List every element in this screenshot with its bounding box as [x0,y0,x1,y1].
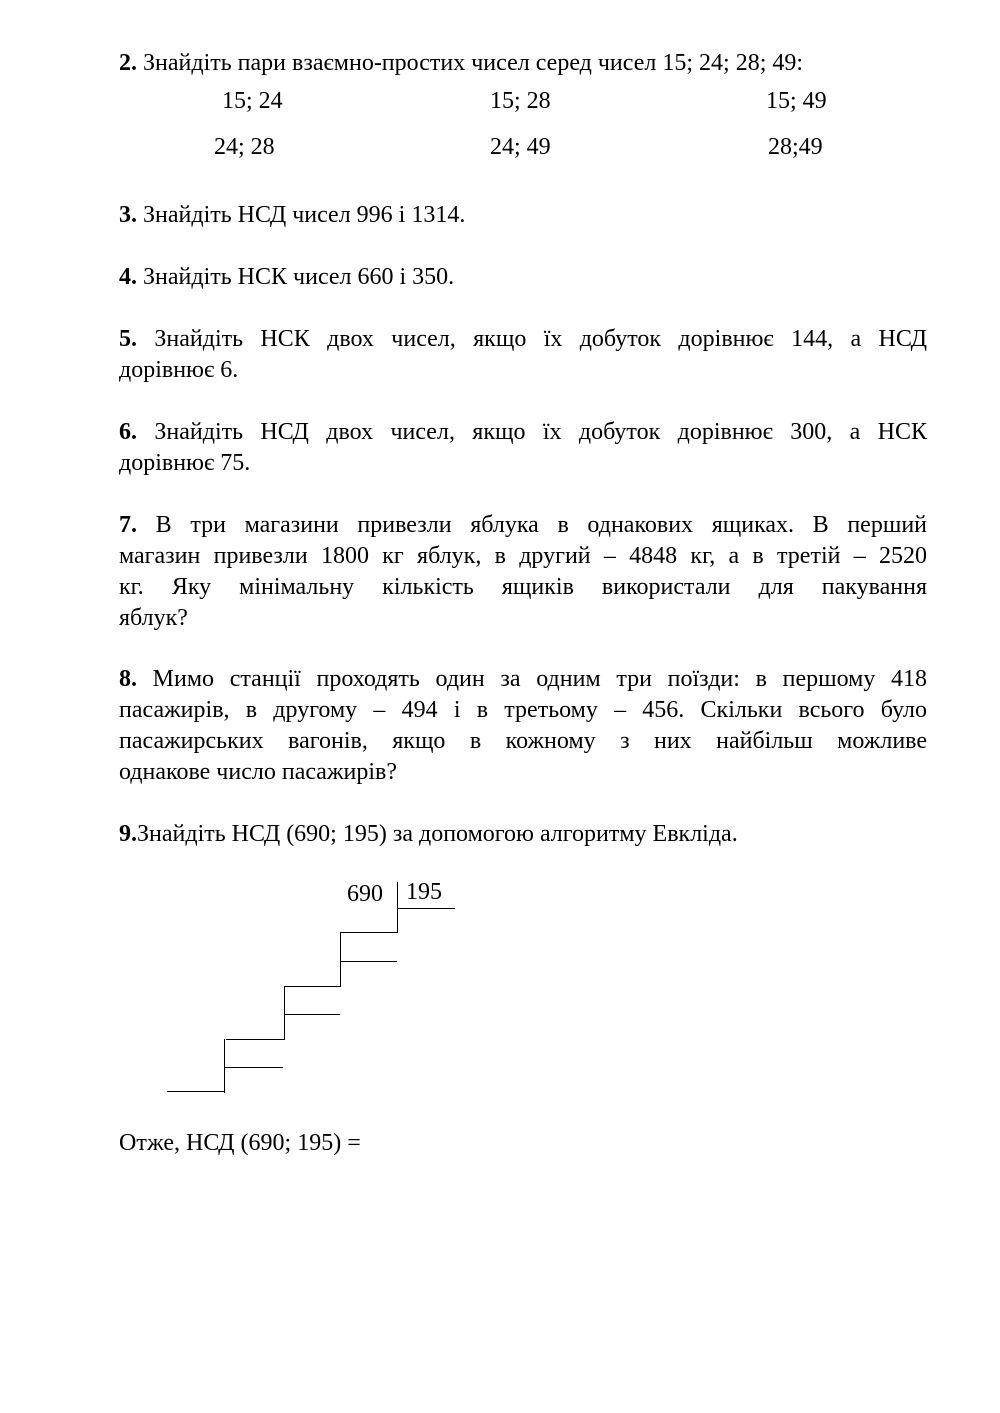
task-6-number: 6. [119,419,137,445]
task-7-line-4: яблук? [119,605,188,631]
euclid-divider-3 [284,986,285,1040]
task-8-line-4: однакове число пасажирів? [119,759,398,785]
task-7-text-1: В три магазини привезли яблука в однакових ящиках. В перший [137,512,927,538]
euclid-step-line-7 [167,1091,225,1092]
task-7-line-2: магазин привезли 1800 кг яблук, в другий – 4848 кг, а в третій – 2520 [119,543,927,569]
euclid-divider-1 [397,882,398,932]
task-3-number: 3. [119,202,137,228]
task-8-number: 8. [119,666,137,692]
task-5-line-2: дорівнює 6. [119,357,239,383]
pair-option-4[interactable]: 24; 28 [214,134,275,160]
task-9-conclusion: Отже, НСД (690; 195) = [119,1130,361,1156]
pair-option-3[interactable]: 15; 49 [766,88,827,114]
euclid-step-line-6 [224,1067,283,1068]
task-9-text: Знайдіть НСД (690; 195) за допомогою алгоритму Евкліда. [137,821,738,847]
task-5-line-1 [119,324,927,355]
euclid-step-line-2 [340,961,397,962]
task-6 [119,417,927,479]
task-8-line-1 [119,664,927,695]
task-9-number: 9. [119,821,137,847]
task-8-line-3: пасажирських вагонів, якщо в кожному з них найбільш можливе [119,728,927,754]
euclid-divisor: 195 [406,879,442,905]
pair-option-1[interactable]: 15; 24 [222,88,283,114]
task-6-line-2: дорівнює 75. [119,450,251,476]
task-7-line-3: кг. Яку мінімальну кількість ящиків використали для пакування [119,574,927,600]
task-4-text: Знайдіть НСК чисел 660 і 350. [137,264,455,290]
task-7-number: 7. [119,512,137,538]
euclid-step-line-1 [340,932,398,933]
task-3 [119,200,927,231]
task-8-line-2: пасажирів, в другому – 494 і в третьому – 456. Скільки всього було [119,697,927,723]
task-8-text-1: Мимо станції проходять один за одним три поїзди: в першому 418 [137,666,927,692]
task-4 [119,262,927,293]
task-2-number: 2. [119,50,137,76]
pair-option-6[interactable]: 28;49 [768,134,823,160]
euclid-step-line-5 [226,1039,284,1040]
euclid-dividend: 690 [347,881,383,907]
euclid-step-line-3 [284,986,341,987]
euclid-step-line-4 [284,1014,340,1015]
task-5 [119,324,927,386]
euclid-divider-4 [224,1039,225,1093]
task-5-text-1: Знайдіть НСК двох чисел, якщо їх добуток дорівнює 144, а НСД [137,326,927,352]
task-2 [119,48,927,79]
task-8 [119,664,927,788]
task-2-text: Знайдіть пари взаємно-простих чисел серед чисел 15; 24; 28; 49: [137,50,804,76]
task-3-text: Знайдіть НСД чисел 996 і 1314. [137,202,466,228]
pair-option-5[interactable]: 24; 49 [490,134,551,160]
task-9 [119,819,927,850]
euclid-divider-2 [340,932,341,987]
task-6-text-1: Знайдіть НСД двох чисел, якщо їх добуток дорівнює 300, а НСК [137,419,927,445]
task-7 [119,510,927,634]
pair-option-2[interactable]: 15; 28 [490,88,551,114]
task-4-number: 4. [119,264,137,290]
task-5-number: 5. [119,326,137,352]
task-6-line-1 [119,417,927,448]
euclid-quotient-line [397,908,455,909]
task-7-line-1 [119,510,927,541]
